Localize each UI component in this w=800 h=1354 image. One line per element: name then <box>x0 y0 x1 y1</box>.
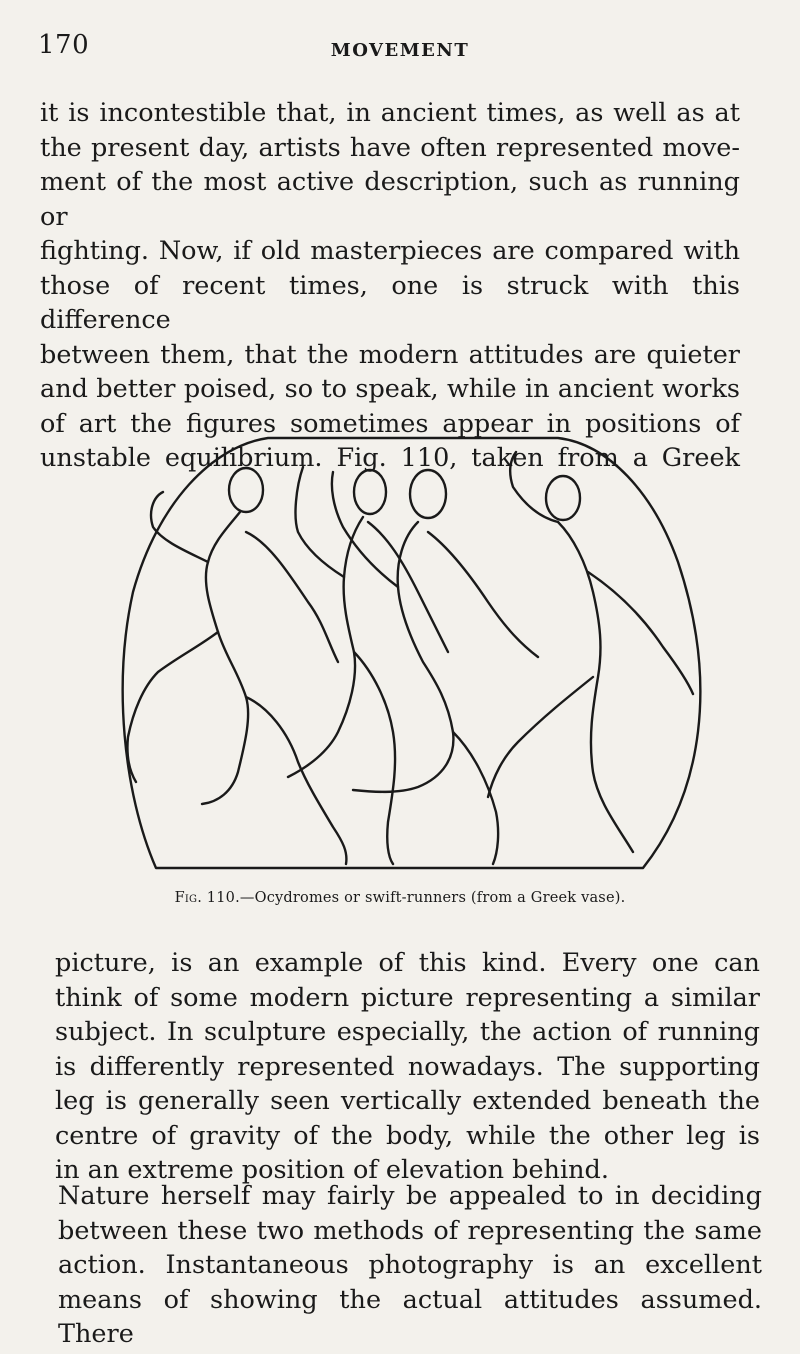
text-line: Nature herself may fairly be appealed to in deciding <box>58 1181 762 1211</box>
runners-illustration <box>118 432 708 882</box>
text-line: unstable equilibrium. Fig. 110, taken from a Greek <box>40 443 740 473</box>
paragraph-2 <box>55 946 760 1188</box>
text-line: of art the figures sometimes appear in positions of <box>40 408 740 439</box>
page-number: 170 <box>38 30 90 60</box>
text-line: centre of gravity of the body, while the other leg is <box>55 1120 760 1151</box>
figure-label: Fig. 110. <box>174 890 240 906</box>
runner-figure <box>488 452 693 852</box>
text-line: is differently represented nowadays. The supporting <box>55 1051 760 1082</box>
text-line: picture, is an example of this kind. Every one can <box>55 948 760 978</box>
text-line: subject. In sculpture especially, the action of running <box>55 1017 760 1047</box>
text-line: means of showing the actual attitudes assumed. There <box>58 1284 762 1349</box>
running-title: MOVEMENT <box>330 40 470 61</box>
text-line: leg is generally seen vertically extended beneath the <box>55 1086 760 1116</box>
runner-figure <box>127 468 346 864</box>
runner-figure <box>332 470 538 864</box>
text-line: in an extreme position of elevation behind. <box>55 1155 609 1185</box>
text-line: think of some modern picture representing a similar <box>55 982 760 1013</box>
text-line: it is incontestible that, in ancient times, as well as at <box>40 98 740 128</box>
figure-caption-text: —Ocydromes or swift-runners (from a Greek vase). <box>239 890 626 906</box>
text-line: those of recent times, one is struck with this difference <box>40 270 740 335</box>
text-line: the present day, artists have often represented move- <box>40 132 740 163</box>
text-line: ment of the most active description, such as running or <box>40 167 740 232</box>
figure-greek-runners <box>118 432 708 882</box>
text-line: between them, that the modern attitudes are quieter <box>40 339 740 370</box>
text-line: action. Instantaneous photography is an excellent <box>58 1250 762 1280</box>
paragraph-1 <box>40 96 740 476</box>
text-line: fighting. Now, if old masterpieces are compared with <box>40 236 740 266</box>
text-line: between these two methods of representing the same <box>58 1215 762 1246</box>
paragraph-3 <box>58 1179 762 1352</box>
text-line: and better poised, so to speak, while in ancient works <box>40 374 740 404</box>
figure-caption <box>0 890 800 906</box>
